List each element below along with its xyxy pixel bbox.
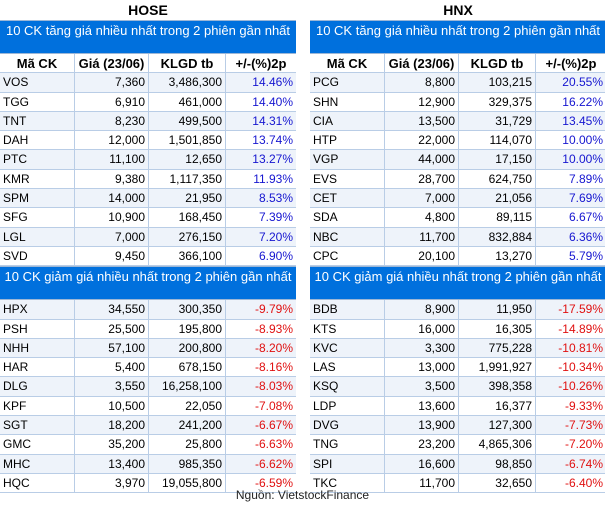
price: 3,970 xyxy=(74,474,148,492)
table-row xyxy=(310,455,605,474)
price: 11,100 xyxy=(74,150,148,168)
table-row xyxy=(310,247,605,266)
volume: 11,950 xyxy=(458,300,535,318)
change-percent: 14.31% xyxy=(225,112,296,130)
volume: 16,377 xyxy=(458,397,535,415)
change-percent: 7.69% xyxy=(535,189,605,207)
change-percent: 11.93% xyxy=(225,170,296,188)
change-percent: 16.22% xyxy=(535,93,605,111)
price: 28,700 xyxy=(384,170,458,188)
stock-code: KPF xyxy=(3,398,27,413)
price: 3,550 xyxy=(74,377,148,395)
change-percent: 6.67% xyxy=(535,208,605,226)
change-percent: -10.34% xyxy=(535,358,605,376)
hose-losers-title: 10 CK giảm giá nhiều nhất trong 2 phiên gần nhất xyxy=(0,266,296,300)
stock-code: DAH xyxy=(3,133,29,148)
stock-code: KTS xyxy=(313,321,337,336)
hnx-panel xyxy=(310,0,605,493)
hnx-exchange-title: HNX xyxy=(443,2,473,18)
change-percent: -6.62% xyxy=(225,455,296,473)
table-row xyxy=(310,320,605,339)
hnx-gainers-header xyxy=(310,54,605,73)
table-row xyxy=(310,339,605,358)
price: 9,380 xyxy=(74,170,148,188)
change-percent: -7.73% xyxy=(535,416,605,434)
stock-code: VGP xyxy=(313,152,339,167)
stock-code: PTC xyxy=(3,152,27,167)
col-code: Mã CK xyxy=(16,56,58,71)
table-row xyxy=(0,208,296,227)
table-row xyxy=(310,150,605,169)
volume: 329,375 xyxy=(458,93,535,111)
stock-code: KSQ xyxy=(313,379,339,394)
price: 16,000 xyxy=(384,320,458,338)
price: 25,500 xyxy=(74,320,148,338)
change-percent: -8.16% xyxy=(225,358,296,376)
stock-code: EVS xyxy=(313,171,338,186)
volume: 241,200 xyxy=(148,416,225,434)
change-percent: 10.00% xyxy=(535,150,605,168)
col-change: +/-(%)2p xyxy=(535,54,605,72)
hose-panel xyxy=(0,0,296,493)
hose-exchange-title: HOSE xyxy=(128,2,168,18)
price: 12,000 xyxy=(74,131,148,149)
volume: 19,055,800 xyxy=(148,474,225,492)
change-percent: -7.20% xyxy=(535,435,605,453)
hnx-losers-title: 10 CK giảm giá nhiều nhất trong 2 phiên gần nhất xyxy=(310,266,605,300)
hose-gainers-header xyxy=(0,54,296,73)
stock-code: DLG xyxy=(3,379,28,394)
hose-losers-rows xyxy=(0,300,296,493)
change-percent: -9.33% xyxy=(535,397,605,415)
volume: 127,300 xyxy=(458,416,535,434)
hose-gainers-rows xyxy=(0,73,296,266)
volume: 1,117,350 xyxy=(148,170,225,188)
price: 13,600 xyxy=(384,397,458,415)
stock-code: HPX xyxy=(3,302,28,317)
volume: 98,850 xyxy=(458,455,535,473)
price: 8,230 xyxy=(74,112,148,130)
volume: 985,350 xyxy=(148,455,225,473)
table-row xyxy=(310,435,605,454)
stock-code: MHC xyxy=(3,456,31,471)
change-percent: 13.45% xyxy=(535,112,605,130)
stock-code: KMR xyxy=(3,171,30,186)
table-row xyxy=(310,170,605,189)
stock-code: SGT xyxy=(3,418,28,433)
price: 57,100 xyxy=(74,339,148,357)
table-row xyxy=(0,455,296,474)
stock-code: TKC xyxy=(313,475,337,490)
stock-code: DVG xyxy=(313,418,340,433)
volume: 1,501,850 xyxy=(148,131,225,149)
table-row xyxy=(0,320,296,339)
stock-code: HQC xyxy=(3,475,30,490)
stock-code: SHN xyxy=(313,94,339,109)
stock-code: GMC xyxy=(3,437,31,452)
price: 6,910 xyxy=(74,93,148,111)
price: 11,700 xyxy=(384,474,458,492)
table-row xyxy=(0,131,296,150)
stock-code: CPC xyxy=(313,248,339,263)
change-percent: 7.20% xyxy=(225,228,296,246)
volume: 624,750 xyxy=(458,170,535,188)
volume: 461,000 xyxy=(148,93,225,111)
table-row xyxy=(310,208,605,227)
volume: 366,100 xyxy=(148,247,225,265)
hnx-gainers-title: 10 CK tăng giá nhiều nhất trong 2 phiên gần nhất xyxy=(310,20,605,54)
change-percent: -6.59% xyxy=(225,474,296,492)
col-code: Mã CK xyxy=(326,56,368,71)
change-percent: 5.79% xyxy=(535,247,605,265)
change-percent: 6.36% xyxy=(535,228,605,246)
table-row xyxy=(0,150,296,169)
change-percent: 20.55% xyxy=(535,73,605,91)
hnx-gainers-rows xyxy=(310,73,605,266)
stock-code: PSH xyxy=(3,321,28,336)
table-row xyxy=(310,228,605,247)
change-percent: 7.39% xyxy=(225,208,296,226)
price: 12,900 xyxy=(384,93,458,111)
stock-code: NBC xyxy=(313,229,339,244)
col-change: +/-(%)2p xyxy=(225,54,296,72)
table-row xyxy=(0,112,296,131)
change-percent: 10.00% xyxy=(535,131,605,149)
table-row xyxy=(310,397,605,416)
table-row xyxy=(0,73,296,92)
stock-code: HAR xyxy=(3,360,29,375)
change-percent: 13.74% xyxy=(225,131,296,149)
volume: 398,358 xyxy=(458,377,535,395)
table-row xyxy=(0,228,296,247)
price: 22,000 xyxy=(384,131,458,149)
table-row xyxy=(310,377,605,396)
change-percent: -6.74% xyxy=(535,455,605,473)
volume: 276,150 xyxy=(148,228,225,246)
volume: 499,500 xyxy=(148,112,225,130)
stock-code: CET xyxy=(313,191,337,206)
change-percent: -8.93% xyxy=(225,320,296,338)
stock-code: LAS xyxy=(313,360,336,375)
col-volume: KLGD tb xyxy=(148,54,225,72)
volume: 1,991,927 xyxy=(458,358,535,376)
change-percent: -6.63% xyxy=(225,435,296,453)
price: 7,000 xyxy=(74,228,148,246)
volume: 3,486,300 xyxy=(148,73,225,91)
price: 10,900 xyxy=(74,208,148,226)
volume: 200,800 xyxy=(148,339,225,357)
price: 13,400 xyxy=(74,455,148,473)
change-percent: -17.59% xyxy=(535,300,605,318)
volume: 4,865,306 xyxy=(458,435,535,453)
volume: 678,150 xyxy=(148,358,225,376)
stock-code: NHH xyxy=(3,340,29,355)
stock-code: HTP xyxy=(313,133,337,148)
change-percent: -8.03% xyxy=(225,377,296,395)
volume: 168,450 xyxy=(148,208,225,226)
price: 13,900 xyxy=(384,416,458,434)
change-percent: 8.53% xyxy=(225,189,296,207)
table-row xyxy=(0,397,296,416)
change-percent: -7.08% xyxy=(225,397,296,415)
table-row xyxy=(0,358,296,377)
table-row xyxy=(310,112,605,131)
stock-code: LGL xyxy=(3,229,26,244)
volume: 300,350 xyxy=(148,300,225,318)
stock-code: SDA xyxy=(313,210,338,225)
price: 10,500 xyxy=(74,397,148,415)
volume: 32,650 xyxy=(458,474,535,492)
price: 18,200 xyxy=(74,416,148,434)
volume: 89,115 xyxy=(458,208,535,226)
volume: 17,150 xyxy=(458,150,535,168)
volume: 195,800 xyxy=(148,320,225,338)
change-percent: 6.90% xyxy=(225,247,296,265)
volume: 31,729 xyxy=(458,112,535,130)
price: 11,700 xyxy=(384,228,458,246)
table-row xyxy=(310,189,605,208)
table-row xyxy=(310,358,605,377)
volume: 16,258,100 xyxy=(148,377,225,395)
price: 4,800 xyxy=(384,208,458,226)
table-row xyxy=(310,93,605,112)
table-row xyxy=(0,377,296,396)
price: 20,100 xyxy=(384,247,458,265)
change-percent: -9.79% xyxy=(225,300,296,318)
change-percent: -6.67% xyxy=(225,416,296,434)
table-row xyxy=(0,416,296,435)
table-row xyxy=(0,93,296,112)
price: 7,360 xyxy=(74,73,148,91)
col-price: Giá (23/06) xyxy=(74,54,148,72)
table-row xyxy=(0,435,296,454)
hnx-losers-rows xyxy=(310,300,605,493)
stock-code: TNT xyxy=(3,113,27,128)
stock-code: SPI xyxy=(313,456,333,471)
source-footer: Nguồn: VietstockFinance xyxy=(235,488,370,502)
change-percent: -6.40% xyxy=(535,474,605,492)
table-row xyxy=(0,247,296,266)
stock-code: SVD xyxy=(3,248,28,263)
change-percent: 7.89% xyxy=(535,170,605,188)
change-percent: -10.81% xyxy=(535,339,605,357)
change-percent: 14.46% xyxy=(225,73,296,91)
price: 5,400 xyxy=(74,358,148,376)
stock-code: BDB xyxy=(313,302,338,317)
price: 7,000 xyxy=(384,189,458,207)
volume: 103,215 xyxy=(458,73,535,91)
volume: 12,650 xyxy=(148,150,225,168)
volume: 25,800 xyxy=(148,435,225,453)
stock-code: VOS xyxy=(3,75,29,90)
volume: 13,270 xyxy=(458,247,535,265)
price: 14,000 xyxy=(74,189,148,207)
volume: 21,950 xyxy=(148,189,225,207)
table-row xyxy=(310,131,605,150)
change-percent: -14.89% xyxy=(535,320,605,338)
panel-divider xyxy=(300,20,306,486)
table-row xyxy=(310,416,605,435)
volume: 114,070 xyxy=(458,131,535,149)
price: 34,550 xyxy=(74,300,148,318)
table-row xyxy=(0,189,296,208)
table-row xyxy=(310,300,605,319)
table-row xyxy=(0,170,296,189)
price: 23,200 xyxy=(384,435,458,453)
price: 13,500 xyxy=(384,112,458,130)
price: 35,200 xyxy=(74,435,148,453)
table-row xyxy=(310,73,605,92)
stock-code: PCG xyxy=(313,75,340,90)
volume: 832,884 xyxy=(458,228,535,246)
volume: 21,056 xyxy=(458,189,535,207)
col-volume: KLGD tb xyxy=(458,54,535,72)
price: 44,000 xyxy=(384,150,458,168)
change-percent: -10.26% xyxy=(535,377,605,395)
stock-code: SPM xyxy=(3,191,30,206)
volume: 22,050 xyxy=(148,397,225,415)
table-row xyxy=(0,339,296,358)
stock-code: SFG xyxy=(3,210,28,225)
hose-gainers-title: 10 CK tăng giá nhiều nhất trong 2 phiên gần nhất xyxy=(0,20,296,54)
price: 16,600 xyxy=(384,455,458,473)
volume: 16,305 xyxy=(458,320,535,338)
volume: 775,228 xyxy=(458,339,535,357)
price: 9,450 xyxy=(74,247,148,265)
price: 8,800 xyxy=(384,73,458,91)
change-percent: 14.40% xyxy=(225,93,296,111)
change-percent: 13.27% xyxy=(225,150,296,168)
price: 3,500 xyxy=(384,377,458,395)
stock-code: CIA xyxy=(313,113,334,128)
table-row xyxy=(0,300,296,319)
stock-code: TNG xyxy=(313,437,339,452)
col-price: Giá (23/06) xyxy=(384,54,458,72)
price: 8,900 xyxy=(384,300,458,318)
stock-code: TGG xyxy=(3,94,29,109)
price: 13,000 xyxy=(384,358,458,376)
stock-code: KVC xyxy=(313,340,338,355)
price: 3,300 xyxy=(384,339,458,357)
stock-code: LDP xyxy=(313,398,337,413)
change-percent: -8.20% xyxy=(225,339,296,357)
